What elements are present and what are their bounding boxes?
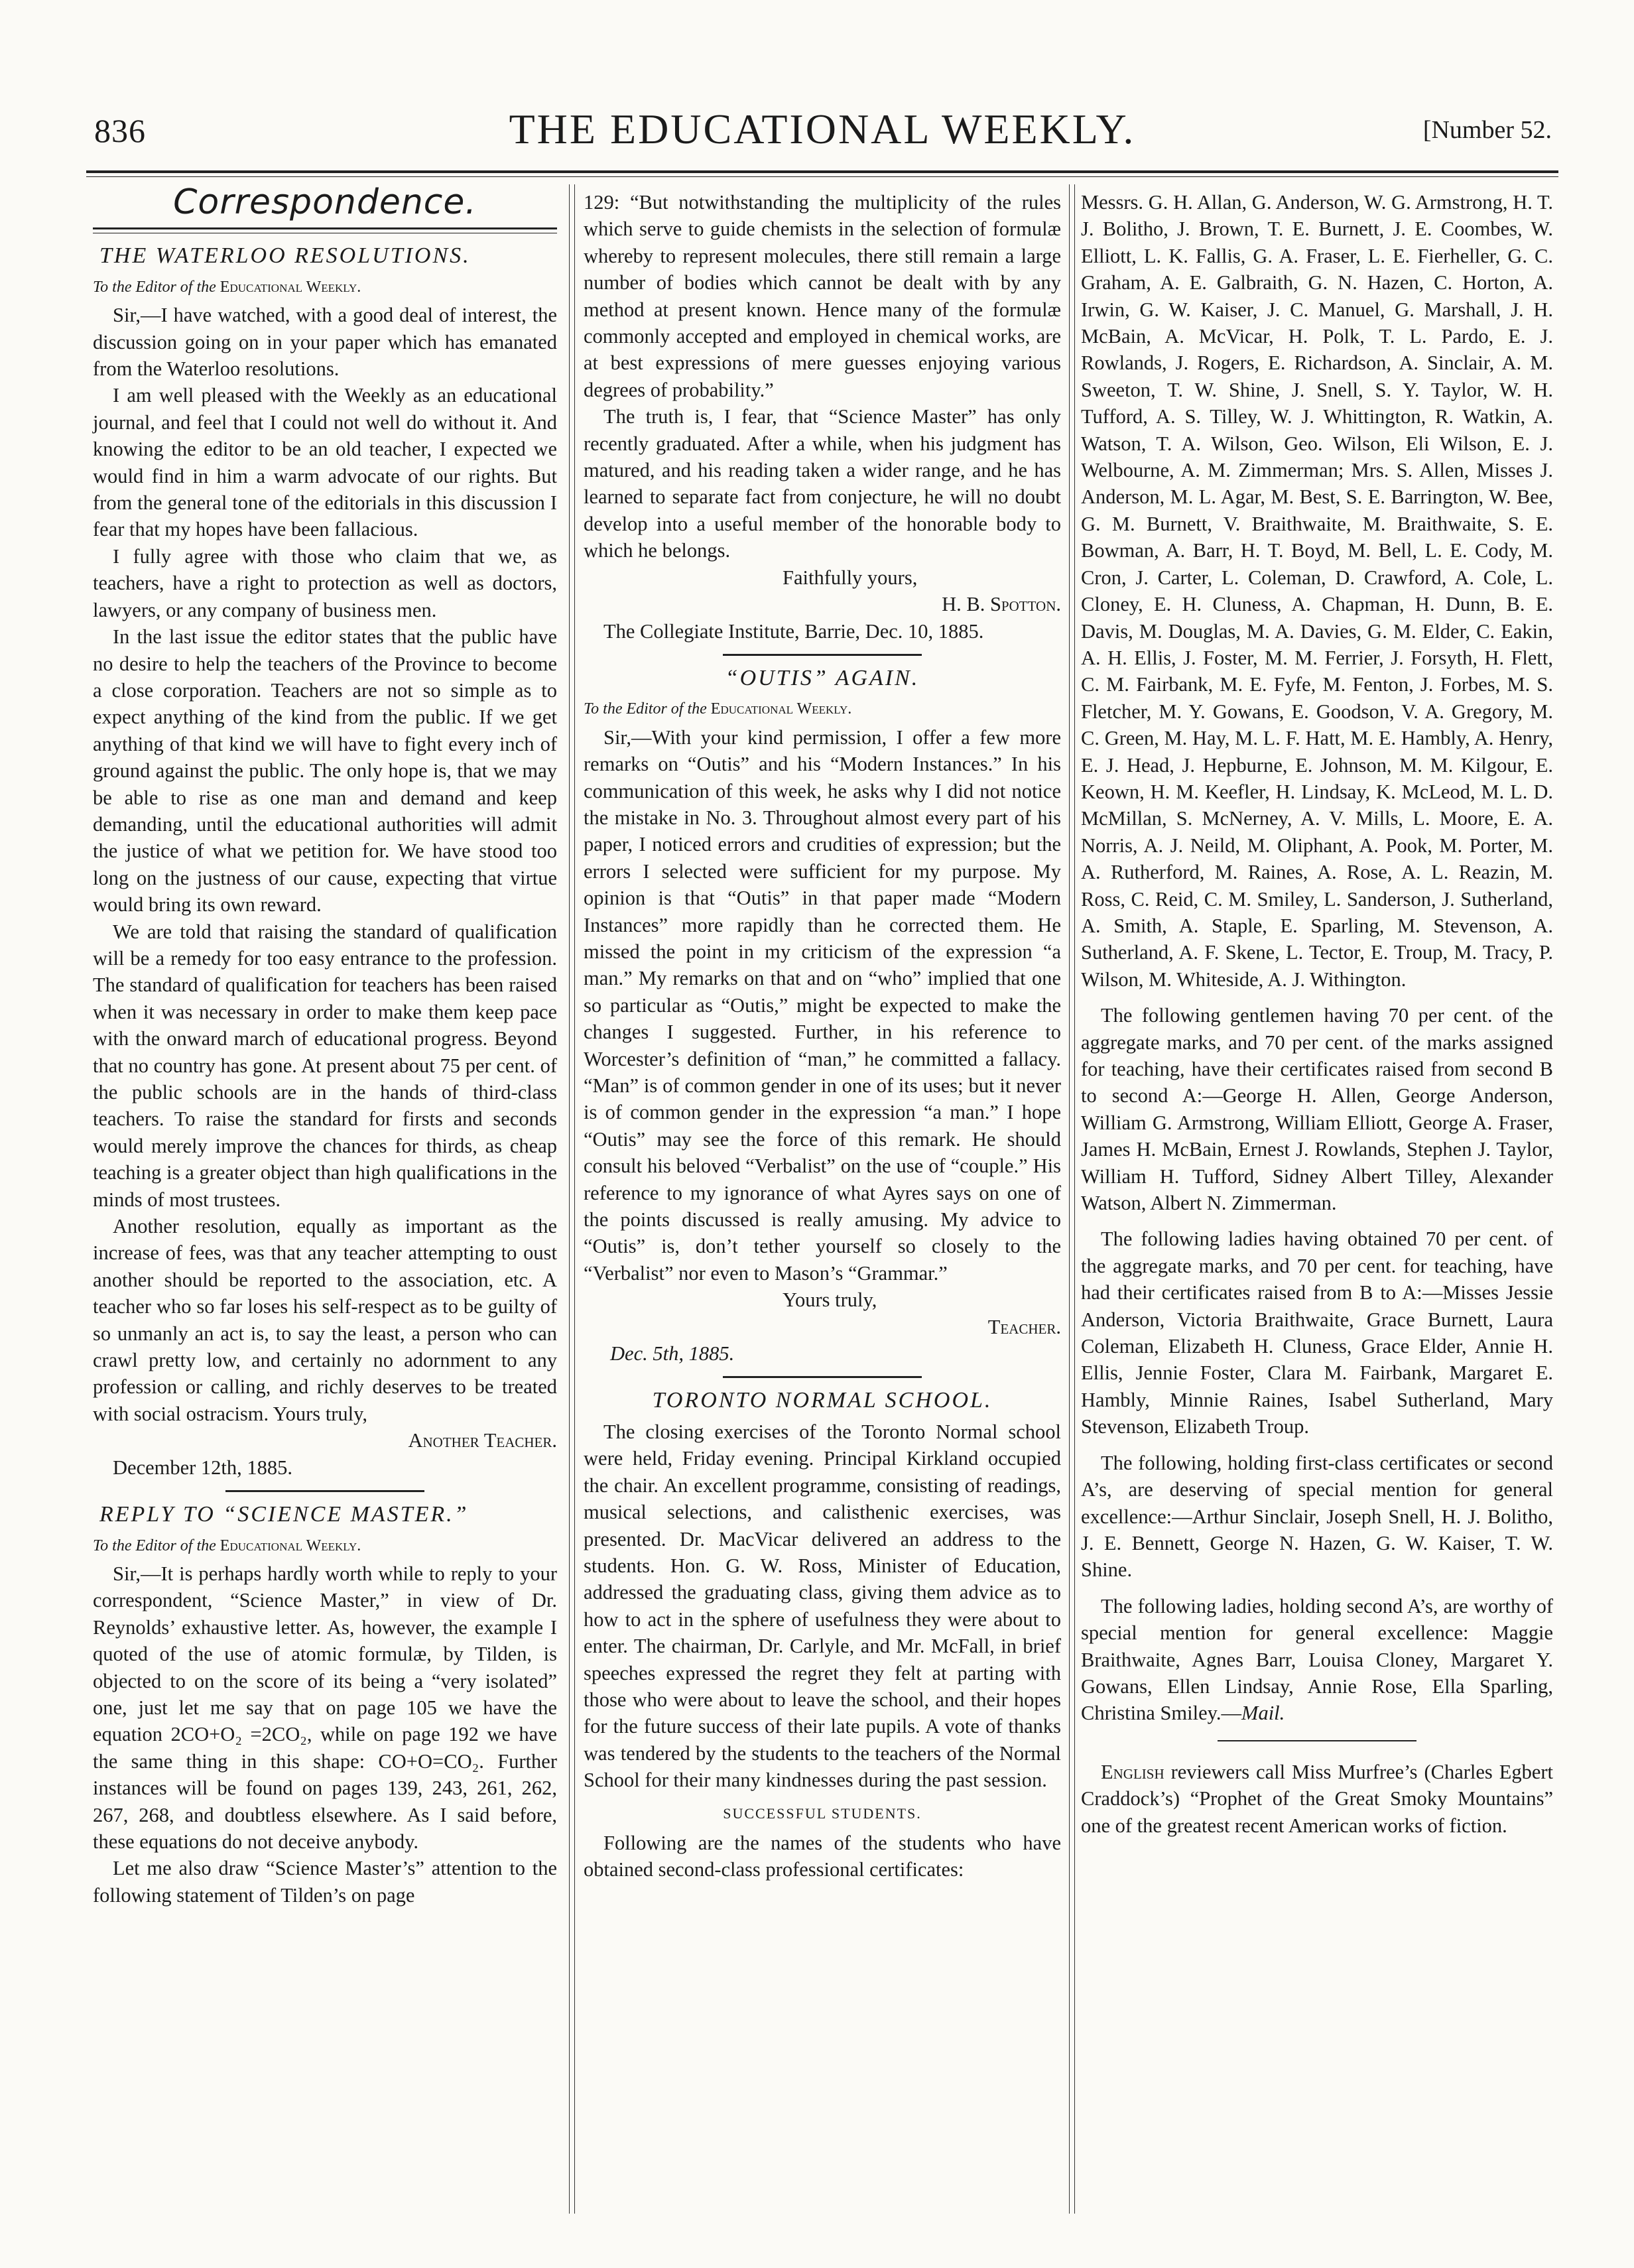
- closing: Faithfully yours,: [783, 566, 918, 589]
- paragraph: Following are the names of the students who have obtained second-class professional certificates:: [584, 1831, 1061, 1881]
- column-divider: [1074, 184, 1075, 2214]
- signature: H. B. Spotton.: [942, 593, 1061, 616]
- divider: [723, 1376, 922, 1378]
- news-note: English reviewers call Miss Murfree’s (Charles Egbert Craddock’s) “Prophet of the Great Smoky Mountains” one of the greatest recent American works of fiction.: [1081, 1760, 1553, 1837]
- paragraph: Another resolution, equally as important as the increase of fees, was that any teacher attempting to oust another should be reported to the association, etc. A teacher who so far loses his self-respect as to be guilty of so unmanly an act is, to say the least, a person who can crawl pretty low, and certainly no adornment to any profession or calling, and richly deserves to be treated with social ostracism. Yours truly,: [93, 1215, 557, 1425]
- letter-body: [584, 724, 1061, 1367]
- source-credit: Mail.: [1241, 1702, 1285, 1725]
- letter-title: THE WATERLOO RESOLUTIONS.: [99, 243, 471, 269]
- column-divider: [569, 184, 570, 2214]
- student-list: Messrs. G. H. Allan, G. Anderson, W. G. Armstrong, H. T. J. Bolitho, J. Brown, T. E. Burnett, J. E. Coombes, W. Elliott, L. K. Fallis, G. A. Fraser, L. E. Fierheller, G. C. Graham, A. E. Galbraith, G. N. Hazen, C. Horton, A. Irwin, G. W. Kaiser, J. C. Manuel, G. Marshall, J. H. McBain, A. McVicar, H. Polk, T. L. Pardo, E. J. Rowlands, J. Rogers, E. Richardson, A. Sinclair, A. M. Sweeton, T. W. Shine, J. Snell, S. Y. Taylor, W. H. Tufford, A. S. Tilley, W. J. Whittington, R. Watkin, A. Watson, T. A. Wilson, Geo. Wilson, Eli Wilson, E. J. Welbourne, A. M. Zimmerman; Mrs. S. Allen, Misses J. Anderson, M. L. Agar, M. Best, S. E. Barrington, W. Bee, G. M. Burnett, V. Braithwaite, M. Braithwaite, S. E. Bowman, A. Barr, H. T. Boyd, M. Bell, L. E. Cody, M. Cron, J. Carter, L. Coleman, D. Crawford, A. Cole, L. Cloney, E. H. Cluness, A. Chapman, H. Dunn, B. E. Davis, M. Douglas, M. A. Davies, G. M. Elder, C. Eakin, A. H. Ellis, J. Foster, M. M. Ferrier, J. Forsyth, H. Flett, C. M. Fairbank, M. E. Fyfe, M. Fenton, J. Forbes, M. S. Fletcher, M. Y. Gowans, E. Goodson, V. A. Gregory, M. C. Green, M. Hay, M. L. F. Hatt, M. E. Hambly, A. Henry, E. J. Head, J. Hepburne, E. Johnson, M. M. Kilgour, E. Keown, H. M. Keefler, H. Lindsay, K. McLeod, M. L. D. McMillan, S. McNerney, A. V. Mills, L. Moore, E. A. Norris, A. J. Neild, M. Oliphant, A. Pook, M. Porter, M. A. Rutherford, M. Raines, A. Rose, A. L. Reazin, M. Ross, C. Reid, C. M. Smiley, L. Sanderson, J. Sutherland, A. Smith, A. Staple, E. Sparling, M. Stevenson, A. Sutherland, A. F. Skene, L. Tector, E. Troup, M. Tracy, P. Wilson, M. Whiteside, A. J. Withington.: [1081, 191, 1553, 991]
- letter-address: To the Editor of the Educational Weekly.: [584, 700, 852, 718]
- header-rule: [86, 170, 1558, 173]
- letter-title: REPLY TO “SCIENCE MASTER.”: [99, 1502, 469, 1527]
- signature: Teacher.: [987, 1315, 1061, 1338]
- masthead: [86, 99, 1558, 172]
- letter-body: [93, 1560, 557, 1909]
- letter-date: December 12th, 1885.: [113, 1456, 293, 1479]
- letter-address: To the Editor of the Educational Weekly.: [93, 1537, 361, 1554]
- column-1: [93, 182, 557, 1909]
- divider: [723, 654, 922, 656]
- paragraph: The closing exercises of the Toronto Normal school were held, Friday evening. Principal Kirkland occupied the chair. An excellent programme, consisting of readings, musical selections, and calisthenic exercises, was presented. Dr. MacVicar delivered an address to the students. Hon. G. W. Ross, Minister of Education, addressed the graduating class, giving them advice as to how to act in the sphere of usefulness they were about to enter. The chairman, Dr. Carlyle, and Mr. McFall, in brief speeches expressed the regret they felt at parting with those who were about to leave the school, and their hopes for the future success of their late pupils. A vote of thanks was tendered by the students to the teachers of the Normal School for their many kindnesses during the past session.: [584, 1420, 1061, 1792]
- paragraph: I fully agree with those who claim that we, as teachers, have a right to protection as well as doctors, lawyers, or any company of business men.: [93, 544, 557, 621]
- page-number: 836: [94, 112, 146, 149]
- divider: [93, 227, 557, 229]
- place-date: The Collegiate Institute, Barrie, Dec. 10, 1885.: [603, 619, 984, 643]
- journal-title: THE EDUCATIONAL WEEKLY.: [509, 105, 1136, 153]
- paragraph: Sir,—With your kind permission, I offer a few more remarks on “Outis” and his “Modern Instances.” In his communication of this week, he asks why I did not notice the mistake in No. 3. Throughout almost every part of his paper, I noticed errors and crudities of expression; but the errors I selected were sufficient for my purpose. My opinion is that “Outis” in that paper made “Modern Instances” more rapidly than he corrected them. He missed the point in my criticism of the expression “a man.” My remarks on that and on “who” implied that one so particular as “Outis,” might be expected to make the changes I suggested. Further, in his reference to Worcester’s definition of “man,” he committed a fallacy. “Man” is of common gender in one of its uses; but it never is of common gender in the expression “a man.” I hope “Outis” may see the force of this remark. He should consult his beloved “Verbalist” on the use of “couple.” His reference to my ignorance of what Ayres says on one of the points discussed is really amusing. My advice to “Outis” is, don’t tether yourself so closely to the “Verbalist” nor even to Mason’s “Grammar.”: [584, 725, 1061, 1285]
- column-divider: [1069, 184, 1070, 2214]
- column-divider: [574, 184, 575, 2214]
- paragraph: The following, holding first-class certificates or second A’s, are deserving of special mention for general excellence:—Arthur Sinclair, Joseph Snell, H. J. Bolitho, J. E. Bennett, George N. Hazen, G. W. Kaiser, T. W. Shine.: [1081, 1451, 1553, 1582]
- paragraph: Sir,—It is perhaps hardly worth while to reply to your correspondent, “Science Master,” in view of Dr. Reynolds’ exhaustive letter. As, however, the example I quoted of the use of atomic formulæ, by Tilden, is objected to on the score of its being a “very isolated” one, just let me say that on page 105 we have the equation 2CO+O₂ =2CO₂, while on page 192 we have the same thing in this shape: CO+O=CO₂. Further instances will be found on pages 139, 243, 261, 262, 267, 268, and doubtless elsewhere. As I said before, these equations do not deceive anybody.: [93, 1562, 557, 1853]
- letter-body: [93, 302, 557, 1481]
- paragraph: Sir,—I have watched, with a good deal of interest, the discussion going on in your paper which has emanated from the Waterloo resolutions.: [93, 304, 557, 381]
- divider: [225, 1490, 424, 1492]
- paragraph: Let me also draw “Science Master’s” attention to the following statement of Tilden’s on page: [93, 1857, 557, 1907]
- article-body: [584, 1418, 1061, 1883]
- column-3: [1081, 189, 1553, 1839]
- letter-title: “OUTIS” AGAIN.: [725, 665, 920, 690]
- paragraph: 129: “But notwithstanding the multiplicity of the rules which serve to guide chemists in the selection of formulæ whereby to represent molecules, there still remain a large number of bodies which cannot be dealt with by any method at present known. Hence many of the formulæ commonly accepted and employed in chemical works, are at best expressions of mere guesses enjoying various degrees of probability.”: [584, 191, 1061, 401]
- paragraph: The following gentlemen having 70 per cent. of the aggregate marks, and 70 per cent. of the marks assigned for teaching, have their certificates raised from second B to second A:—George H. Allen, George Anderson, William G. Armstrong, William Elliott, George A. Fraser, James H. McBain, Ernest J. Rowlands, Stephen J. Taylor, William H. Tufford, Sidney Albert Tilley, Alexander Watson, Albert N. Zimmerman.: [1081, 1004, 1553, 1215]
- paragraph: I am well pleased with the Weekly as an educational journal, and feel that I could not well do without it. And knowing the editor to be an old teacher, I expected we would find in him a warm advocate of our rights. But from the general tone of the editorials in this discussion I fear that my hopes have been fallacious.: [93, 384, 557, 541]
- paragraph: The truth is, I fear, that “Science Master” has only recently graduated. After a while, when his judgment has matured, and his reading taken a wider range, and he has learned to separate fact from conjecture, he will no doubt develop into a useful member of the honorable body to which he belongs.: [584, 405, 1061, 562]
- column-2: [584, 189, 1061, 1883]
- paragraph: We are told that raising the standard of qualification will be a remedy for too easy entrance to the profession. The standard of qualification for teachers has been raised when it was necessary in order to make them keep pace with the onward march of educational progress. Beyond that no country has gone. At present about 75 per cent. of the public schools are in the hands of third-class teachers. To raise the standard for firsts and seconds would merely improve the chances for thirds, as cheap teaching is a greater object than high qualifications in the minds of most trustees.: [93, 920, 557, 1211]
- divider: [1218, 1740, 1416, 1741]
- section-title: Correspondence.: [173, 182, 477, 222]
- closing: Yours truly,: [783, 1289, 877, 1312]
- article-title: TORONTO NORMAL SCHOOL.: [652, 1388, 993, 1413]
- signature: Another Teacher.: [408, 1429, 557, 1452]
- paragraph: The following ladies, holding second A’s, are worthy of special mention for general excellence: Maggie Braithwaite, Agnes Barr, Louisa Cloney, Margaret Y. Gowans, Ellen Lindsay, Annie Rose, Ella Sparling, Christina Smiley.—Mail.: [1081, 1594, 1553, 1725]
- note-lead: English: [1101, 1760, 1164, 1783]
- paragraph: The following ladies having obtained 70 per cent. of the aggregate marks, and 70 per cent. for teaching, have had their certificates raised from B to A:—Misses Jessie Anderson, Victoria Braithwaite, Grace Burnett, Laura Coleman, Elizabeth H. Cluness, Grace Elder, Annie H. Ellis, Jennie Foster, Clara M. Fairbank, Margaret E. Hambly, Minnie Raines, Isabel Sutherland, Mary Stevenson, Elizabeth Troup.: [1081, 1228, 1553, 1438]
- header-rule-thin: [86, 176, 1558, 177]
- letter-date: Dec. 5th, 1885.: [610, 1342, 735, 1365]
- paragraph: In the last issue the editor states that the public have no desire to help the teachers of the Province to become a close corporation. Teachers are not so simple as to expect anything of the kind from the public. If we get anything of that kind we will have to fight every inch of ground against the public. The only hope is, that we may be able to rise as one man and demand and keep demanding, until the educational authorities will admit the justice of what we petition for. We have stood too long on the justness of our cause, expecting that virtue would bring its own reward.: [93, 625, 557, 916]
- issue-label: [Number 52.: [1422, 116, 1552, 144]
- letter-address: To the Editor of the Educational Weekly.: [93, 278, 361, 296]
- subheading: SUCCESSFUL STUDENTS.: [723, 1804, 922, 1822]
